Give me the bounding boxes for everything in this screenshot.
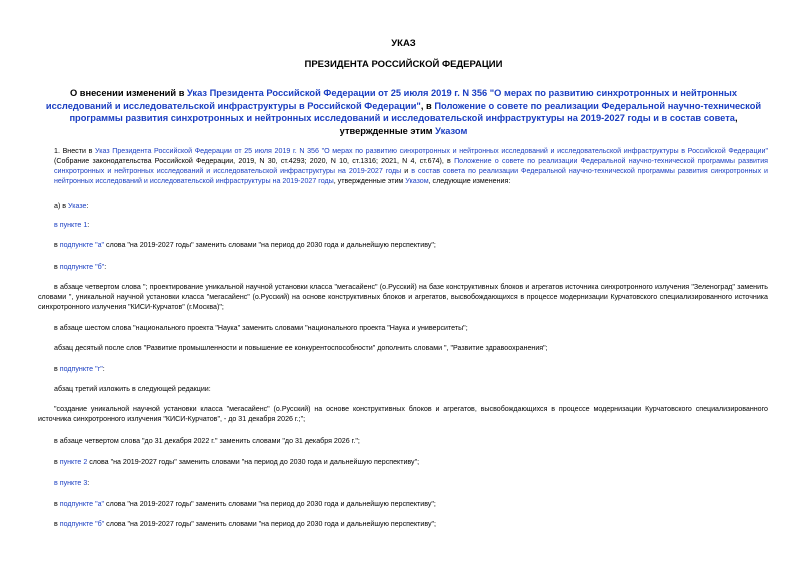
- doc-subject: [40, 87, 767, 137]
- paragraph-text: и: [401, 167, 412, 175]
- subject-link-ukaz[interactable]: Указом: [435, 125, 468, 136]
- paragraph-text: :: [86, 202, 89, 210]
- link-decree-356[interactable]: Указ Президента Российской Федерации от 25 июля 2019 г. N 356 "О мерах по развитию синхротронных и нейтронных исследований и исследовательской инфраструктуры в Российской Федерации": [95, 147, 768, 155]
- paragraph-text: а) в: [54, 202, 69, 210]
- link-point-2[interactable]: пункте 2: [59, 458, 88, 466]
- link-subpoint-b[interactable]: подпункте "б": [59, 263, 105, 271]
- item-point-2: [54, 457, 768, 467]
- paragraph-text: слова "на 2019-2027 годы" заменить словами "на период до 2030 года и дальнейшую перспективу";: [87, 458, 420, 466]
- paragraph-abz3: абзац третий изложить в следующей редакции:: [54, 385, 211, 393]
- subject-link-regulation[interactable]: Положение о совете по реализации Федеральной научно-технической программы развития синхротронных и нейтронных исследований и исследовательской инфраструктуры на 2019-2027 годы и в состав совета: [69, 100, 762, 123]
- paragraph-text: :: [87, 221, 90, 229]
- link-point-1[interactable]: в пункте 1: [54, 221, 88, 229]
- paragraph-1: [54, 146, 768, 186]
- paragraph-text: , утвержденные этим: [333, 177, 406, 185]
- paragraph-text: в: [54, 458, 60, 466]
- paragraph-abz4: в абзаце четвертом слова "; проектирование уникальной научной установки класса "мегасайенс" (о.Русский) на базе конструктивных блоков и агрегатов источника синхротронного излучения "Зеленоград" заменить словами ", уникальной научной установки класса "мегасайенс" (о.Русский) на основе конструктивных блоков и агрегатов, высвобождающихся в процессе модернизации Курчатовского специализированного источника синхротронного излучения "КИСИ-Курчатов" (г.Москва)";: [38, 283, 768, 311]
- link-point-3-subpoint-b[interactable]: подпункте "б": [59, 520, 105, 528]
- item-subpoint-g: [54, 364, 768, 374]
- paragraph-quote: "создание уникальной научной установки класса "мегасайенс" (о.Русский) на основе конструктивных блоков и агрегатов, высвобождающихся в процессе модернизации Курчатовского специализированного источника синхротронного излучения "КИСИ-Курчатов", - до 31 декабря 2026 г.;";: [38, 405, 768, 423]
- paragraph-text: в: [54, 500, 60, 508]
- paragraph-text: слова "на 2019-2027 годы" заменить словами "на период до 2030 года и дальнейшую перспективу";: [104, 241, 436, 249]
- paragraph-text: :: [102, 365, 105, 373]
- paragraph-abz10: абзац десятый после слов "Развитие промышленности и повышение ее конкурентоспособности" дополнить словами ", "Развитие здравоохранения";: [54, 344, 548, 352]
- link-point-3[interactable]: в пункте 3: [54, 479, 88, 487]
- link-point-3-subpoint-a[interactable]: подпункте "а": [59, 500, 105, 508]
- paragraph-text: , следующие изменения:: [428, 177, 511, 185]
- item-point-3-subpoint-a: [54, 499, 768, 509]
- paragraph-abz4-deadline: в абзаце четвертом слова "до 31 декабря 2022 г." заменить словами "до 31 декабря 2026 г.";: [54, 437, 360, 445]
- paragraph-text: слова "на 2019-2027 годы" заменить словами "на период до 2030 года и дальнейшую перспективу";: [104, 520, 436, 528]
- paragraph-text: слова "на 2019-2027 годы" заменить словами "на период до 2030 года и дальнейшую перспективу";: [104, 500, 436, 508]
- paragraph-text: :: [87, 479, 90, 487]
- paragraph-text: :: [104, 263, 107, 271]
- doc-subtitle: ПРЕЗИДЕНТА РОССИЙСКОЙ ФЕДЕРАЦИИ: [304, 59, 503, 70]
- link-regulation[interactable]: Положение о совете по реализации Федеральной научно-технической программы развития синхротронных и нейтронных исследований и исследовательской инфраструктуры на 2019-2027 годы: [54, 157, 768, 175]
- link-council-composition[interactable]: в состав совета по реализации Федеральной научно-технической программы развития синхротронных и нейтронных исследований и исследовательской инфраструктуры на 2019-2027 годы: [54, 167, 769, 185]
- link-ukaz[interactable]: Указом: [405, 177, 429, 185]
- link-subpoint-g[interactable]: подпункте "г": [59, 365, 103, 373]
- item-point-3-subpoint-b: [54, 519, 768, 529]
- paragraph-text: в: [54, 241, 60, 249]
- item-point-1: [54, 220, 768, 230]
- paragraph-text: в: [54, 263, 60, 271]
- subject-text: О внесении изменений в: [69, 88, 187, 98]
- paragraph-text: в: [54, 365, 60, 373]
- paragraph-text: 1. Внести в: [54, 147, 96, 155]
- doc-title: УКАЗ: [391, 38, 416, 49]
- paragraph-abz6: в абзаце шестом слова "национального проекта "Наука" заменить словами "национального проекта "Наука и университеты";: [54, 324, 468, 332]
- item-subpoint-a: [54, 240, 768, 250]
- item-a: [54, 201, 768, 211]
- link-ukaz-item[interactable]: Указе: [68, 202, 87, 210]
- subject-link-decree[interactable]: Указ Президента Российской Федерации от 25 июля 2019 г. N 356 "О мерах по развитию синхротронных и нейтронных исследований и исследовательской инфраструктуры в Российской Федерации": [45, 88, 738, 111]
- subject-text: , в: [420, 100, 435, 111]
- paragraph-text: (Собрание законодательства Российской Федерации, 2019, N 30, ст.4293; 2020, N 10, ст.1316; 2021, N 4, ст.674), в: [54, 157, 455, 165]
- item-point-3: [54, 478, 768, 488]
- item-subpoint-b: [54, 262, 768, 272]
- paragraph-text: в: [54, 520, 60, 528]
- link-subpoint-a[interactable]: подпункте "а": [59, 241, 105, 249]
- subject-text: , утвержденные этим: [339, 113, 738, 136]
